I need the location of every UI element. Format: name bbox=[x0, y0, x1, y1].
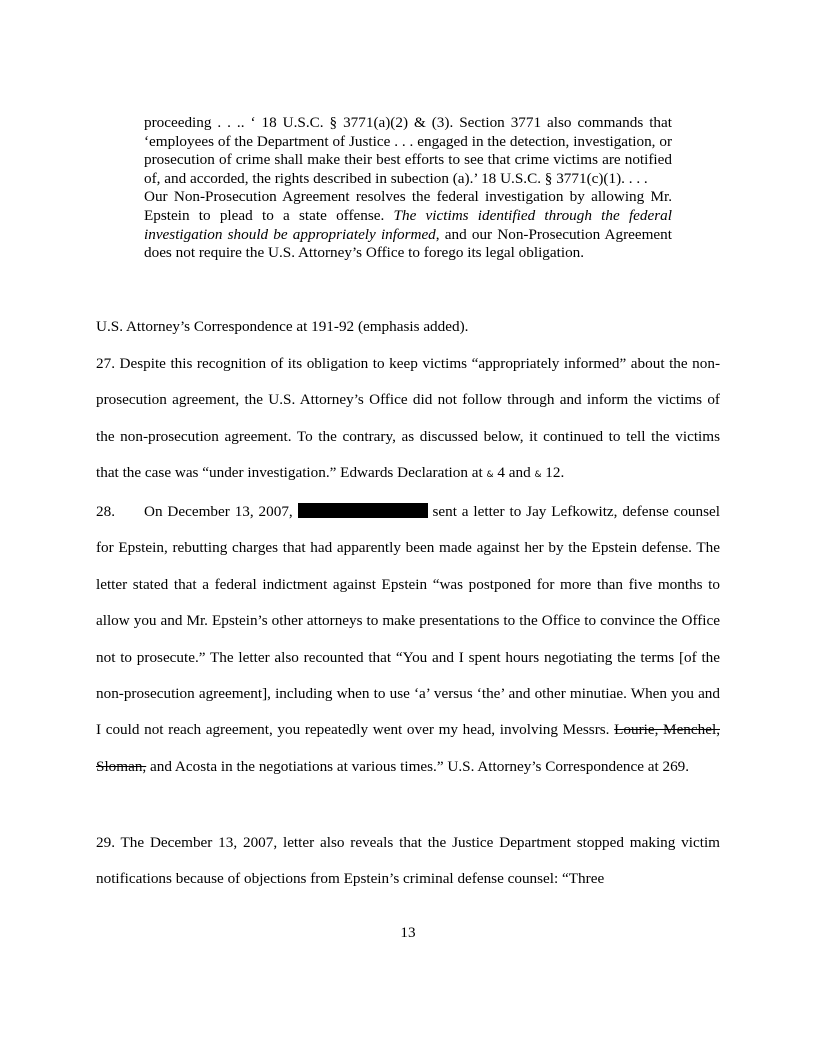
redaction-bar-2 bbox=[370, 503, 428, 518]
paragraph-27 bbox=[96, 346, 720, 494]
quote-emphasis: The victims identified through the federal investigation should be appropriately informed bbox=[144, 206, 672, 243]
struck-names: Lourie, Menchel, Sloman, bbox=[96, 721, 720, 775]
quote-paragraph-2-start: Our Non-Prosecution Agreement resolves the federal investigation by allowing Mr. Epstein to plead to a state offense. bbox=[144, 188, 672, 224]
paragraph-28-body: sent a letter to Jay Lefkowitz, defense counsel for Epstein, rebutting charges that had apparently been made against her by the Epstein defense. The letter stated that a federal indictment against Epstein “was postponed for more than five months to allow you and Mr. Epstein’s other attorneys to make presentations to the Office to convince the Office not to prosecute.” The letter also recounted that “You and I spent hours negotiating the terms [of the non-prosecution agreement], including when to use ‘a’ versus ‘the’ and other minutiae. When you and I could not reach agreement, you repeatedly went over my head, involving Messrs. bbox=[96, 503, 720, 739]
redaction-bar-1 bbox=[298, 503, 370, 518]
paragraph-symbol-2: & bbox=[534, 470, 542, 481]
paragraph-28 bbox=[96, 494, 720, 785]
paragraph-29: 29. The December 13, 2007, letter also reveals that the Justice Department stopped making victim notifications because of objections from Epstein’s criminal defense counsel: “Three bbox=[96, 834, 720, 888]
citation-line: U.S. Attorney’s Correspondence at 191-92 (emphasis added). bbox=[96, 318, 469, 335]
block-quote bbox=[144, 114, 672, 263]
paragraph-27-end: 12. bbox=[541, 464, 565, 482]
paragraph-symbol-1: & bbox=[486, 470, 494, 481]
quote-paragraph-1: proceeding . . .. ‘ 18 U.S.C. § 3771(a)(2) & (3). Section 3771 also commands that ‘employees of the Department of Justice . . . engaged in the detection, investigation, or prosecution of crime shall make their best efforts to see that crime victims are notified of, and accorded, the rights described in subection (a).’ 18 U.S.C. § 3771(c)(1). . . . bbox=[144, 114, 672, 187]
quote-paragraph-2 bbox=[144, 188, 672, 262]
paragraph-28-end: and Acosta in the negotiations at various times.” U.S. Attorney’s Correspondence at 269. bbox=[146, 757, 690, 775]
paragraph-27-mid: 4 and bbox=[493, 464, 535, 482]
paragraph-27-text: 27. Despite this recognition of its obligation to keep victims “appropriately informed” about the non-prosecution agreement, the U.S. Attorney’s Office did not follow through and inform the victims of the non-prosecution agreement. To the contrary, as discussed below, it continued to tell the victims that the case was “under investigation.” Edwards Declaration at bbox=[96, 355, 720, 482]
page-number: 13 bbox=[400, 924, 416, 941]
paragraph-28-number: 28. bbox=[96, 503, 115, 520]
paragraph-28-lead: On December 13, 2007, bbox=[144, 503, 298, 520]
quote-paragraph-2-end: , and our Non-Prosecution Agreement does not require the U.S. Attorney’s Office to forego its legal obligation. bbox=[144, 225, 672, 262]
